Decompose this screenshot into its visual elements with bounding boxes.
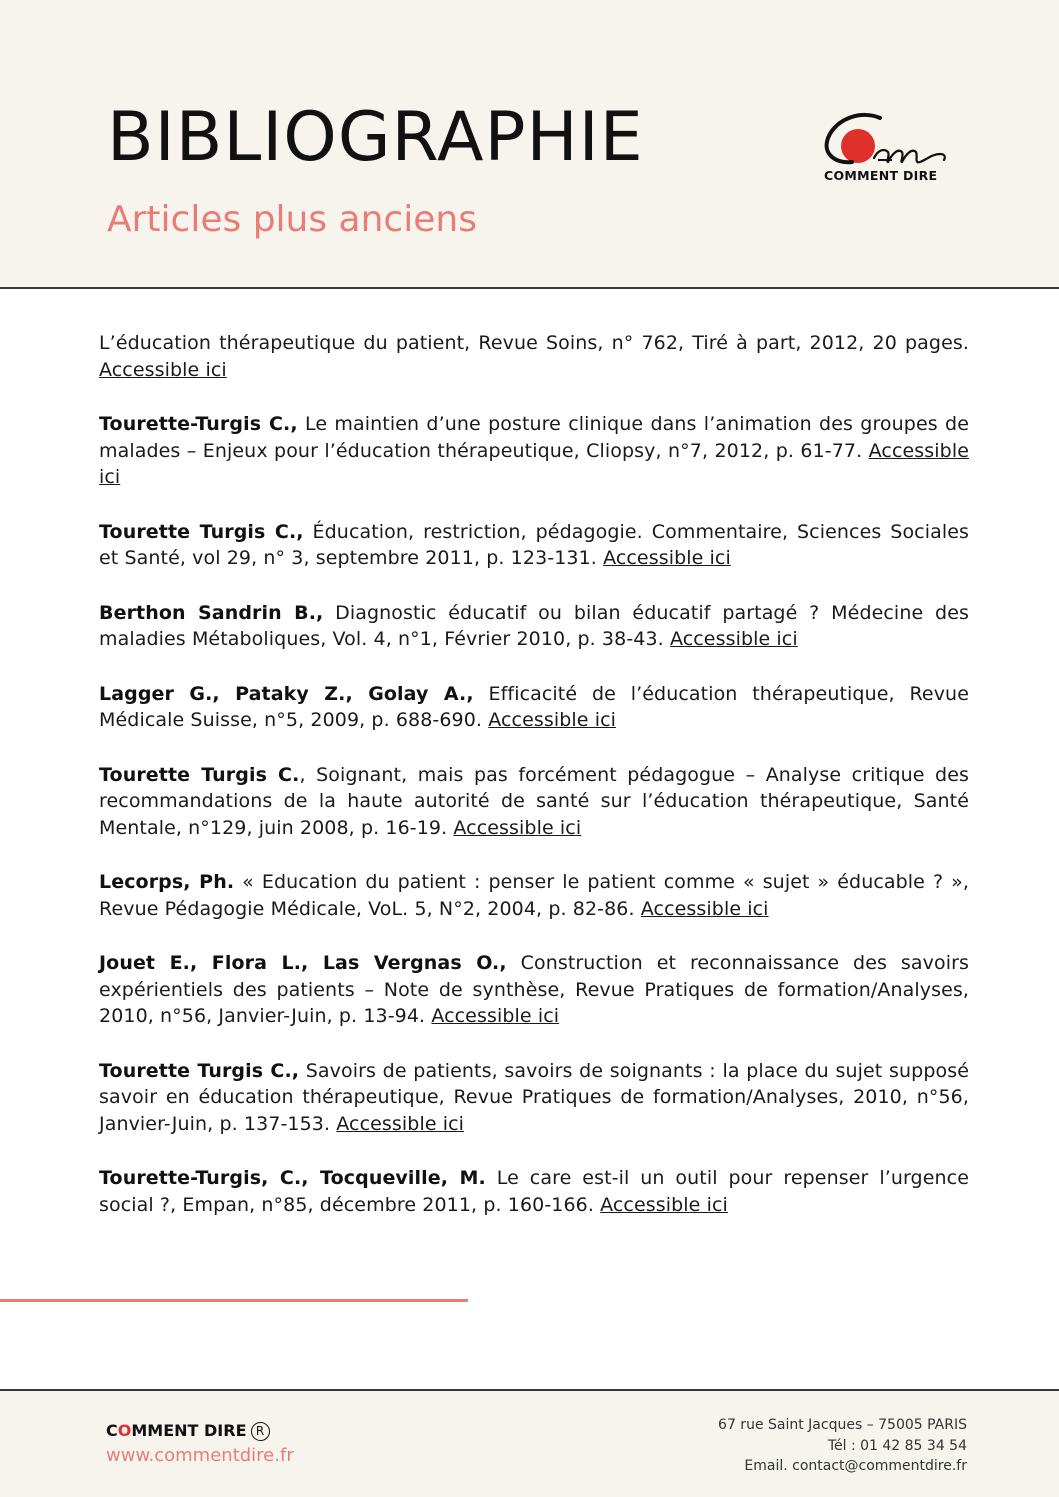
entry-text: Savoirs de patients, savoirs de soignants : la place du sujet supposé savoir en éducation thérapeutique, Revue Pratiques de formation/Analyses, 2010, n°56, Janvier-Juin, p. 137-153. xyxy=(99,1059,969,1135)
bibliography-entry xyxy=(99,869,969,922)
registered-icon: R xyxy=(251,1422,270,1441)
accessible-link[interactable]: Accessible ici xyxy=(640,897,769,920)
page-footer xyxy=(0,1389,1059,1497)
bibliography-entry xyxy=(99,519,969,572)
entry-text: L’éducation thérapeutique du patient, Revue Soins, n° 762, Tiré à part, 2012, 20 pages. xyxy=(99,332,969,354)
entry-author: Tourette Turgis C., xyxy=(99,520,304,543)
accessible-link[interactable]: Accessible ici xyxy=(453,816,582,839)
page-header xyxy=(0,0,1059,289)
logo-text: COMMENT DIRE xyxy=(824,168,938,183)
entry-text: Éducation, restriction, pédagogie. Commentaire, Sciences Sociales et Santé, vol 29, n° 3, septembre 2011, p. 123-131. xyxy=(99,520,970,569)
entry-text: Construction et reconnaissance des savoirs expérientiels des patients – Note de synthèse, Revue Pratiques de formation/Analyses, 2010, n°56, Janvier-Juin, p. 13-94. xyxy=(99,952,969,1027)
entry-text: Le care est-il un outil pour repenser l’urgence social ?, Empan, n°85, décembre 2011, p. 160-166. xyxy=(99,1167,969,1216)
page-subtitle: Articles plus anciens xyxy=(107,199,477,240)
entry-text: Diagnostic éducatif ou bilan éducatif partagé ? Médecine des maladies Métaboliques, Vol. 4, n°1, Février 2010, p. 38-43. xyxy=(99,601,969,650)
bibliography-entry xyxy=(99,762,969,842)
bibliography-entry xyxy=(99,330,969,383)
entry-text: Efficacité de l’éducation thérapeutique, Revue Médicale Suisse, n°5, 2009, p. 688-690. xyxy=(99,682,969,731)
bibliography-entry xyxy=(99,681,969,734)
accessible-link[interactable]: Accessible ici xyxy=(99,358,227,381)
footer-brand-o: O xyxy=(117,1421,132,1440)
bibliography-entry xyxy=(99,1058,969,1138)
entry-author: Lagger G., Pataky Z., Golay A., xyxy=(99,682,474,705)
entry-author: Berthon Sandrin B., xyxy=(99,601,324,624)
bibliography-entry xyxy=(99,411,969,491)
entry-author: Tourette Turgis C., xyxy=(99,1059,300,1082)
entry-text: Le maintien d’une posture clinique dans l’animation des groupes de malades – Enjeux pour l’éducation thérapeutique, Cliopsy, n°7, 2012, p. 61-77. xyxy=(99,413,969,462)
accessible-link[interactable]: Accessible ici xyxy=(603,547,731,569)
entry-author: Tourette-Turgis C., xyxy=(99,413,298,435)
entry-author: Jouet E., Flora L., Las Vergnas O., xyxy=(99,952,507,974)
accent-divider xyxy=(0,1299,468,1302)
footer-email[interactable]: Email. contact@commentdire.fr xyxy=(744,1458,967,1474)
page-title: BIBLIOGRAPHIE xyxy=(107,98,644,177)
entry-text: , Soignant, mais pas forcément pédagogue – Analyse critique des recommandations de la haute autorité de santé sur l’éducation thérapeutique, Santé Mentale, n°129, juin 2008, p. 16-19. xyxy=(99,763,969,839)
accessible-link[interactable]: Accessible ici xyxy=(488,709,617,731)
accessible-link[interactable]: Accessible ici xyxy=(99,439,969,488)
footer-brand-rest: MMENT DIRE xyxy=(131,1421,247,1440)
footer-contact xyxy=(718,1415,967,1477)
footer-website[interactable]: www.commentdire.fr xyxy=(106,1445,294,1466)
accessible-link[interactable]: Accessible ici xyxy=(669,628,798,650)
entry-author: Lecorps, Ph. xyxy=(99,871,235,893)
entry-author: Tourette-Turgis, C., Tocqueville, M. xyxy=(99,1167,486,1189)
accessible-link[interactable]: Accessible ici xyxy=(600,1193,728,1216)
entry-author: Tourette Turgis C. xyxy=(99,763,300,786)
footer-brand xyxy=(106,1421,270,1441)
accessible-link[interactable]: Accessible ici xyxy=(431,1005,560,1027)
footer-brand-c: C xyxy=(106,1421,118,1440)
bibliography-list xyxy=(99,330,969,1246)
bibliography-entry xyxy=(99,1165,969,1218)
bibliography-entry xyxy=(99,950,969,1030)
accessible-link[interactable]: Accessible ici xyxy=(336,1112,465,1135)
bibliography-entry xyxy=(99,600,969,653)
footer-address: 67 rue Saint Jacques – 75005 PARIS xyxy=(718,1417,967,1433)
footer-phone: Tél : 01 42 85 34 54 xyxy=(827,1437,967,1454)
entry-text: « Education du patient : penser le patient comme « sujet » éducable ? », Revue Pédagogie Médicale, VoL. 5, N°2, 2004, p. 82-86. xyxy=(99,871,970,920)
